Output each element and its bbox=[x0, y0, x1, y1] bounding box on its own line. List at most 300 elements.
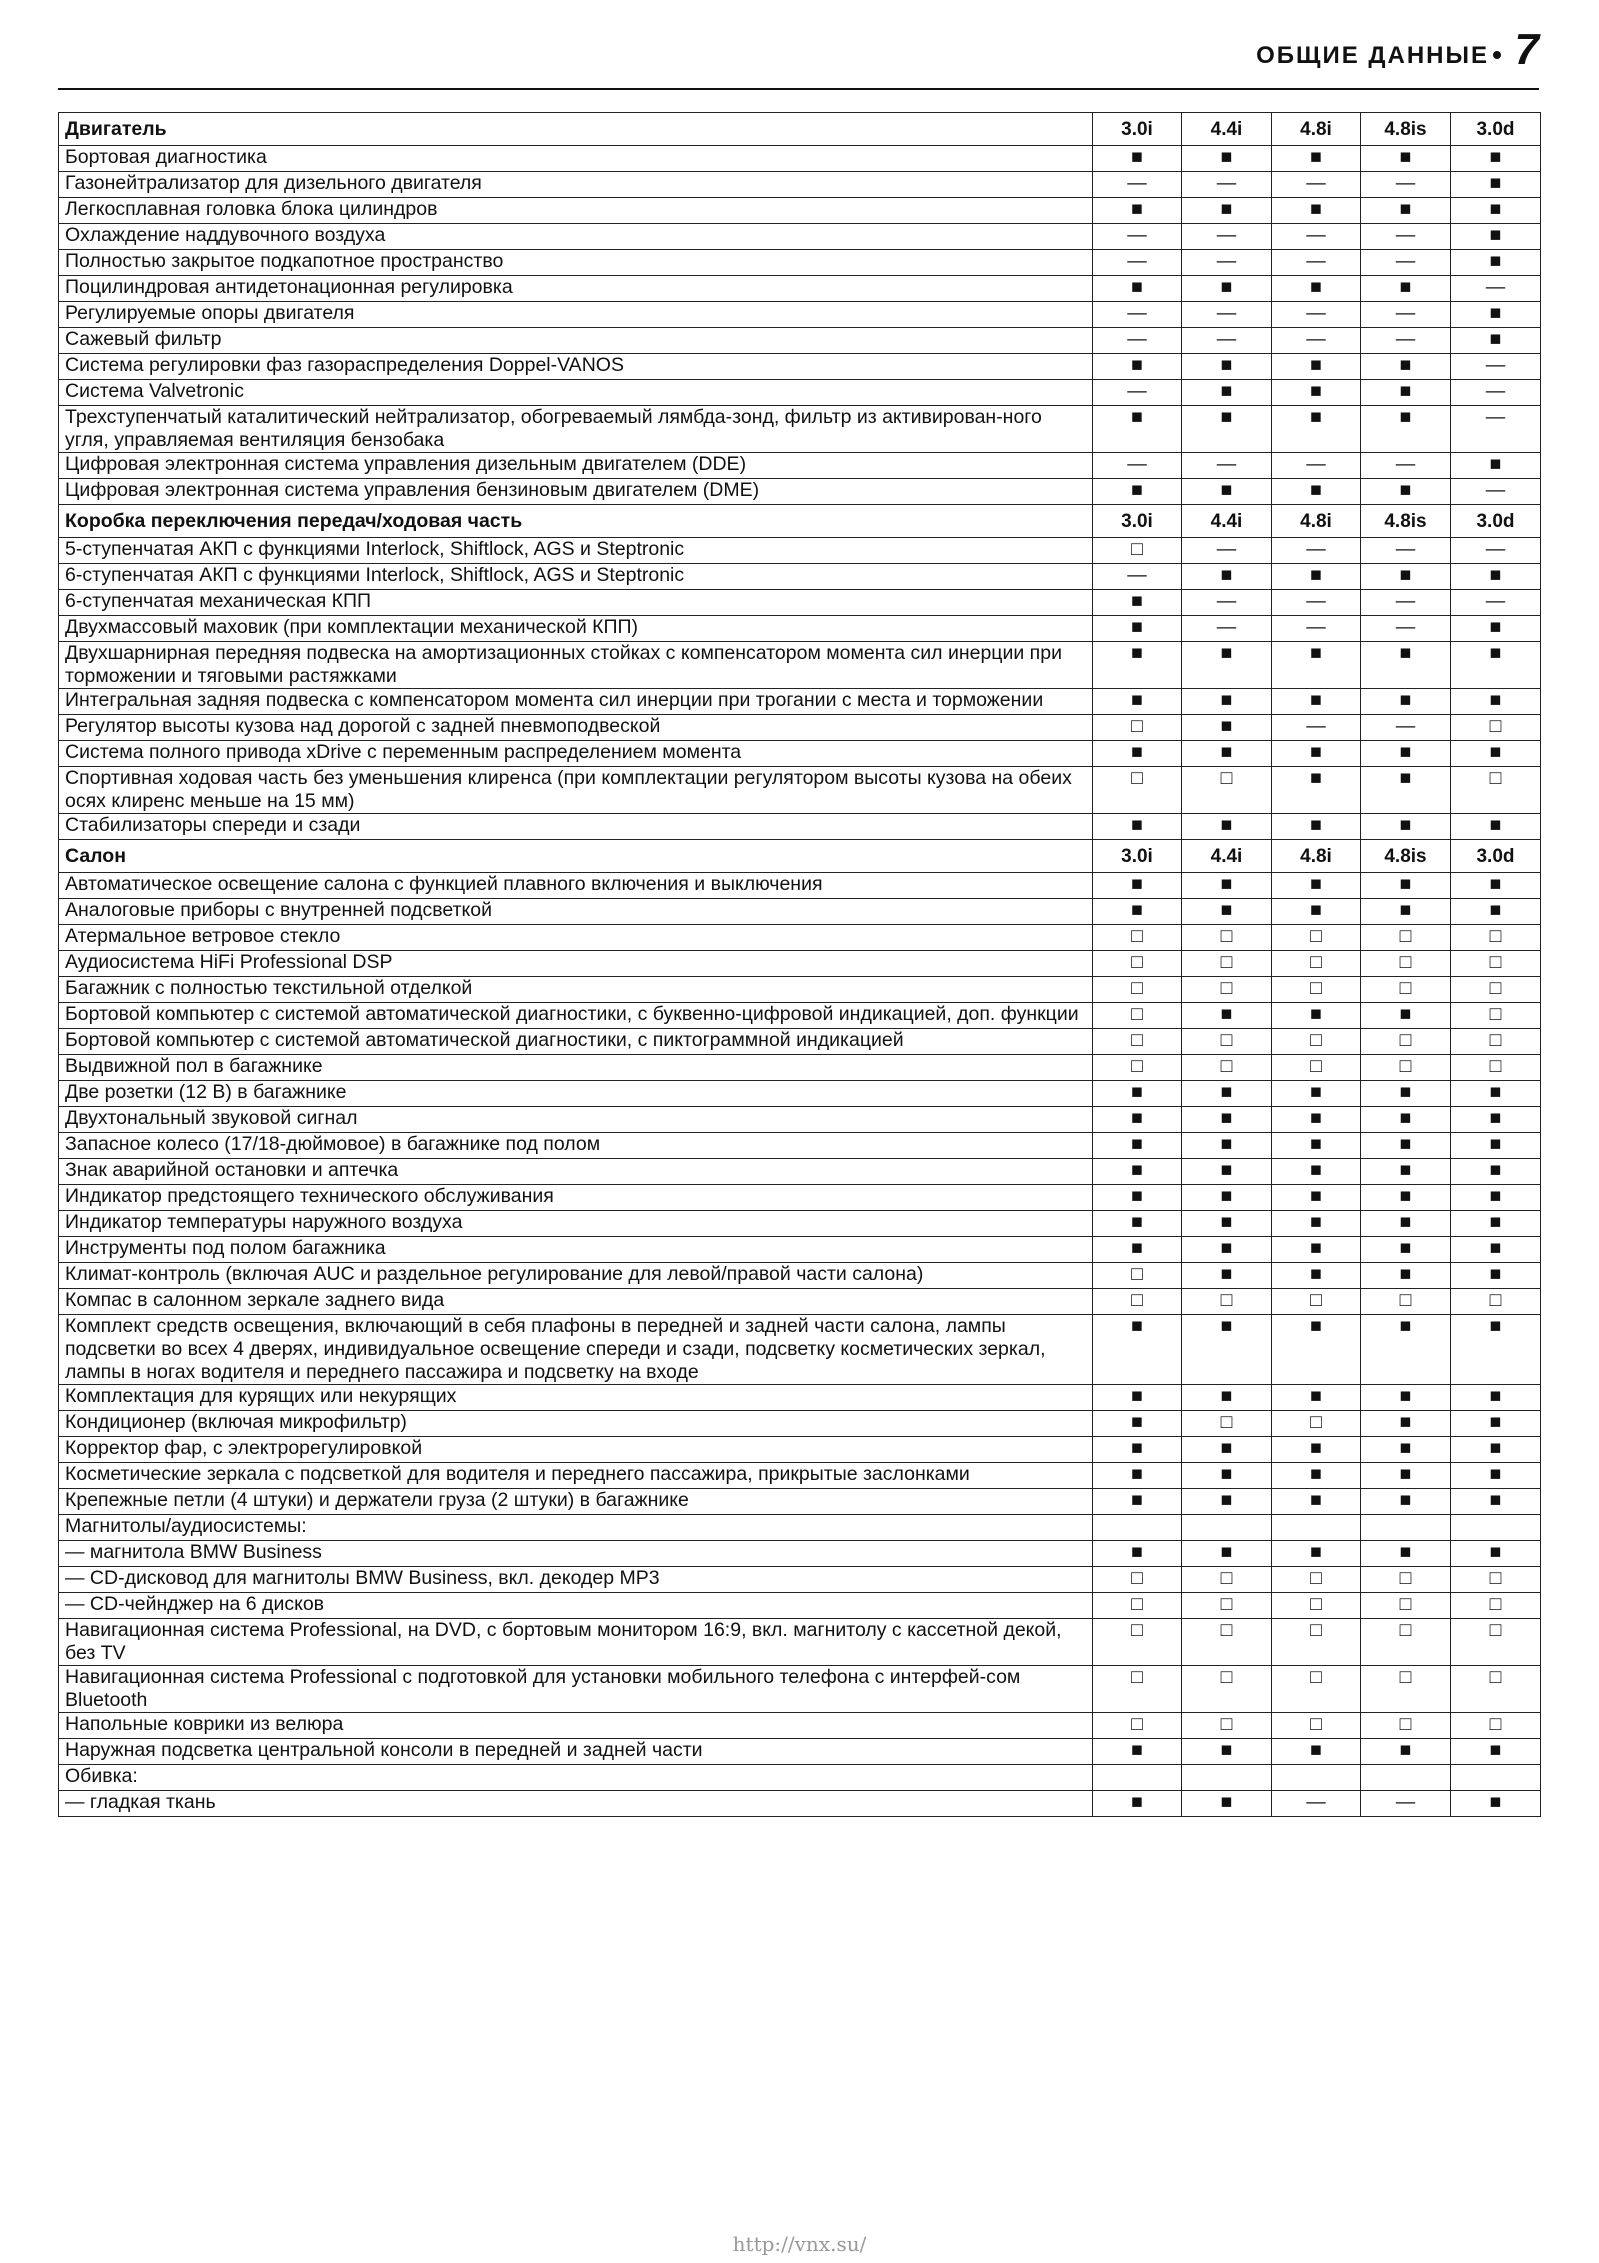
availability-cell: ■ bbox=[1093, 1437, 1182, 1463]
table-row bbox=[59, 1489, 1541, 1515]
availability-cell: — bbox=[1361, 538, 1451, 564]
availability-cell: ■ bbox=[1182, 689, 1272, 715]
availability-cell: — bbox=[1361, 616, 1451, 642]
column-header: 4.8is bbox=[1361, 505, 1451, 538]
availability-cell: ■ bbox=[1272, 899, 1361, 925]
table-row bbox=[59, 146, 1541, 172]
availability-cell: ■ bbox=[1272, 1211, 1361, 1237]
availability-cell: ■ bbox=[1182, 354, 1272, 380]
availability-cell: ■ bbox=[1361, 354, 1451, 380]
availability-cell: ■ bbox=[1451, 198, 1541, 224]
feature-label: Индикатор температуры наружного воздуха bbox=[59, 1211, 1093, 1237]
feature-label: Атермальное ветровое стекло bbox=[59, 925, 1093, 951]
availability-cell: — bbox=[1272, 590, 1361, 616]
column-header: 3.0d bbox=[1451, 505, 1541, 538]
table-row bbox=[59, 198, 1541, 224]
availability-cell: ■ bbox=[1182, 1385, 1272, 1411]
availability-cell: ■ bbox=[1182, 1541, 1272, 1567]
availability-cell: ■ bbox=[1093, 590, 1182, 616]
availability-cell bbox=[1451, 1515, 1541, 1541]
availability-cell: — bbox=[1093, 172, 1182, 198]
column-header: 4.8i bbox=[1272, 505, 1361, 538]
availability-cell: □ bbox=[1361, 1289, 1451, 1315]
availability-cell: — bbox=[1272, 250, 1361, 276]
availability-cell: ■ bbox=[1093, 1385, 1182, 1411]
availability-cell: ■ bbox=[1272, 767, 1361, 814]
table-row bbox=[59, 1463, 1541, 1489]
feature-label: 6-ступенчатая механическая КПП bbox=[59, 590, 1093, 616]
table-row bbox=[59, 1515, 1541, 1541]
table-row bbox=[59, 1081, 1541, 1107]
availability-cell: ■ bbox=[1093, 198, 1182, 224]
availability-cell: ■ bbox=[1451, 1437, 1541, 1463]
table-row bbox=[59, 1237, 1541, 1263]
table-row bbox=[59, 1289, 1541, 1315]
availability-cell: ■ bbox=[1361, 873, 1451, 899]
availability-cell: □ bbox=[1451, 925, 1541, 951]
availability-cell: ■ bbox=[1182, 1437, 1272, 1463]
feature-label: Система регулировки фаз газораспределения Doppel-VANOS bbox=[59, 354, 1093, 380]
feature-label: Навигационная система Professional с подготовкой для установки мобильного телефона с интерфей-сом Bluetooth bbox=[59, 1666, 1093, 1713]
column-header: 3.0d bbox=[1451, 840, 1541, 873]
availability-cell: ■ bbox=[1361, 146, 1451, 172]
feature-label: Выдвижной пол в багажнике bbox=[59, 1055, 1093, 1081]
feature-label: Багажник с полностью текстильной отделкой bbox=[59, 977, 1093, 1003]
availability-cell: ■ bbox=[1272, 1541, 1361, 1567]
availability-cell: — bbox=[1093, 564, 1182, 590]
feature-label: Магнитолы/аудиосистемы: bbox=[59, 1515, 1093, 1541]
availability-cell: ■ bbox=[1361, 1463, 1451, 1489]
availability-cell: ■ bbox=[1272, 1739, 1361, 1765]
availability-cell: ■ bbox=[1182, 1791, 1272, 1817]
table-row bbox=[59, 1055, 1541, 1081]
availability-cell: — bbox=[1361, 224, 1451, 250]
availability-cell: ■ bbox=[1093, 1315, 1182, 1385]
table-row bbox=[59, 1411, 1541, 1437]
availability-cell: ■ bbox=[1182, 564, 1272, 590]
availability-cell: — bbox=[1272, 302, 1361, 328]
feature-label: Спортивная ходовая часть без уменьшения клиренса (при комплектации регулятором высоты кузова на обеих осях клиренс меньше на 15 мм) bbox=[59, 767, 1093, 814]
availability-cell: ■ bbox=[1182, 1489, 1272, 1515]
availability-cell: ■ bbox=[1272, 146, 1361, 172]
availability-cell: □ bbox=[1361, 951, 1451, 977]
table-row bbox=[59, 590, 1541, 616]
availability-cell: ■ bbox=[1451, 1385, 1541, 1411]
availability-cell: ■ bbox=[1451, 1489, 1541, 1515]
availability-cell: □ bbox=[1182, 1567, 1272, 1593]
availability-cell: ■ bbox=[1361, 1263, 1451, 1289]
availability-cell: □ bbox=[1182, 1666, 1272, 1713]
availability-cell: ■ bbox=[1451, 1081, 1541, 1107]
availability-cell: □ bbox=[1451, 1567, 1541, 1593]
availability-cell: ■ bbox=[1272, 479, 1361, 505]
table-row bbox=[59, 1666, 1541, 1713]
table-row bbox=[59, 715, 1541, 741]
spec-table bbox=[58, 112, 1541, 1817]
availability-cell: □ bbox=[1182, 1713, 1272, 1739]
availability-cell: ■ bbox=[1272, 1263, 1361, 1289]
bullet-icon bbox=[1493, 51, 1501, 59]
availability-cell: ■ bbox=[1093, 642, 1182, 689]
page-number: 7 bbox=[1514, 25, 1539, 74]
availability-cell: ■ bbox=[1182, 1263, 1272, 1289]
availability-cell: — bbox=[1361, 172, 1451, 198]
section-header-row bbox=[59, 113, 1541, 146]
availability-cell: □ bbox=[1272, 1411, 1361, 1437]
availability-cell: ■ bbox=[1451, 899, 1541, 925]
availability-cell: ■ bbox=[1272, 1437, 1361, 1463]
availability-cell: ■ bbox=[1093, 146, 1182, 172]
availability-cell: ■ bbox=[1451, 146, 1541, 172]
feature-label: Косметические зеркала с подсветкой для водителя и переднего пассажира, прикрытые заслонками bbox=[59, 1463, 1093, 1489]
column-header: 3.0i bbox=[1093, 840, 1182, 873]
feature-label: Сажевый фильтр bbox=[59, 328, 1093, 354]
availability-cell: □ bbox=[1182, 1411, 1272, 1437]
availability-cell: ■ bbox=[1272, 1133, 1361, 1159]
availability-cell: — bbox=[1451, 479, 1541, 505]
availability-cell: □ bbox=[1182, 767, 1272, 814]
feature-label: Трехступенчатый каталитический нейтрализатор, обогреваемый лямбда-зонд, фильтр из активирован-ного угля, управляемая вентиляция бензобака bbox=[59, 406, 1093, 453]
availability-cell: □ bbox=[1272, 1567, 1361, 1593]
feature-label: — гладкая ткань bbox=[59, 1791, 1093, 1817]
feature-label: 6-ступенчатая АКП с функциями Interlock, Shiftlock, AGS и Steptronic bbox=[59, 564, 1093, 590]
table-row bbox=[59, 767, 1541, 814]
column-header: 4.4i bbox=[1182, 505, 1272, 538]
table-row bbox=[59, 276, 1541, 302]
feature-label: Бортовой компьютер с системой автоматической диагностики, с буквенно-цифровой индикацией, доп. функции bbox=[59, 1003, 1093, 1029]
availability-cell: ■ bbox=[1451, 642, 1541, 689]
availability-cell: — bbox=[1361, 1791, 1451, 1817]
availability-cell: ■ bbox=[1093, 899, 1182, 925]
availability-cell: ■ bbox=[1361, 1385, 1451, 1411]
availability-cell: □ bbox=[1451, 951, 1541, 977]
availability-cell: □ bbox=[1093, 1289, 1182, 1315]
availability-cell: — bbox=[1182, 172, 1272, 198]
feature-label: Крепежные петли (4 штуки) и держатели груза (2 штуки) в багажнике bbox=[59, 1489, 1093, 1515]
availability-cell: □ bbox=[1182, 925, 1272, 951]
availability-cell: ■ bbox=[1272, 1315, 1361, 1385]
availability-cell: ■ bbox=[1361, 1107, 1451, 1133]
availability-cell: ■ bbox=[1182, 1133, 1272, 1159]
table-row bbox=[59, 1107, 1541, 1133]
availability-cell: □ bbox=[1093, 1619, 1182, 1666]
section-title: Двигатель bbox=[59, 113, 1093, 146]
feature-label: Компас в салонном зеркале заднего вида bbox=[59, 1289, 1093, 1315]
table-row bbox=[59, 224, 1541, 250]
availability-cell: ■ bbox=[1361, 1185, 1451, 1211]
table-row bbox=[59, 899, 1541, 925]
availability-cell: ■ bbox=[1361, 899, 1451, 925]
table-row bbox=[59, 873, 1541, 899]
availability-cell: ■ bbox=[1451, 224, 1541, 250]
feature-label: Запасное колесо (17/18-дюймовое) в багажнике под полом bbox=[59, 1133, 1093, 1159]
feature-label: Регулируемые опоры двигателя bbox=[59, 302, 1093, 328]
feature-label: Цифровая электронная система управления дизельным двигателем (DDE) bbox=[59, 453, 1093, 479]
feature-label: Аудиосистема HiFi Professional DSP bbox=[59, 951, 1093, 977]
availability-cell: ■ bbox=[1182, 1107, 1272, 1133]
availability-cell: — bbox=[1182, 328, 1272, 354]
section-header-row bbox=[59, 840, 1541, 873]
availability-cell: ■ bbox=[1451, 172, 1541, 198]
feature-label: Бортовой компьютер с системой автоматической диагностики, с пиктограммной индикацией bbox=[59, 1029, 1093, 1055]
availability-cell: ■ bbox=[1451, 1185, 1541, 1211]
availability-cell: ■ bbox=[1451, 1739, 1541, 1765]
availability-cell: ■ bbox=[1451, 250, 1541, 276]
availability-cell: ■ bbox=[1182, 479, 1272, 505]
availability-cell: ■ bbox=[1093, 1211, 1182, 1237]
availability-cell: ■ bbox=[1272, 198, 1361, 224]
feature-label: Комплектация для курящих или некурящих bbox=[59, 1385, 1093, 1411]
availability-cell: — bbox=[1182, 590, 1272, 616]
availability-cell: ■ bbox=[1361, 1437, 1451, 1463]
table-row bbox=[59, 977, 1541, 1003]
table-row bbox=[59, 1765, 1541, 1791]
availability-cell: □ bbox=[1361, 977, 1451, 1003]
availability-cell: — bbox=[1451, 538, 1541, 564]
feature-label: Бортовая диагностика bbox=[59, 146, 1093, 172]
availability-cell: ■ bbox=[1093, 1107, 1182, 1133]
table-row bbox=[59, 1315, 1541, 1385]
availability-cell: ■ bbox=[1361, 1133, 1451, 1159]
availability-cell: ■ bbox=[1272, 380, 1361, 406]
table-row bbox=[59, 925, 1541, 951]
availability-cell: ■ bbox=[1272, 1489, 1361, 1515]
availability-cell: □ bbox=[1182, 977, 1272, 1003]
table-row bbox=[59, 814, 1541, 840]
availability-cell: ■ bbox=[1182, 814, 1272, 840]
availability-cell: ■ bbox=[1093, 741, 1182, 767]
availability-cell: ■ bbox=[1272, 354, 1361, 380]
availability-cell: ■ bbox=[1182, 1003, 1272, 1029]
availability-cell: □ bbox=[1093, 925, 1182, 951]
availability-cell: ■ bbox=[1451, 564, 1541, 590]
availability-cell: ■ bbox=[1182, 1159, 1272, 1185]
availability-cell: ■ bbox=[1451, 1237, 1541, 1263]
table-row bbox=[59, 642, 1541, 689]
feature-label: Система Valvetronic bbox=[59, 380, 1093, 406]
availability-cell bbox=[1272, 1515, 1361, 1541]
availability-cell: ■ bbox=[1451, 1159, 1541, 1185]
table-row bbox=[59, 1713, 1541, 1739]
availability-cell: — bbox=[1272, 538, 1361, 564]
availability-cell: □ bbox=[1451, 1055, 1541, 1081]
table-row bbox=[59, 172, 1541, 198]
table-row bbox=[59, 380, 1541, 406]
availability-cell: ■ bbox=[1451, 328, 1541, 354]
availability-cell: □ bbox=[1272, 951, 1361, 977]
availability-cell: ■ bbox=[1182, 1185, 1272, 1211]
availability-cell: ■ bbox=[1451, 1263, 1541, 1289]
table-row bbox=[59, 1437, 1541, 1463]
feature-label: 5-ступенчатая АКП с функциями Interlock, Shiftlock, AGS и Steptronic bbox=[59, 538, 1093, 564]
feature-label: Цифровая электронная система управления бензиновым двигателем (DME) bbox=[59, 479, 1093, 505]
availability-cell: ■ bbox=[1093, 1237, 1182, 1263]
availability-cell: ■ bbox=[1093, 1411, 1182, 1437]
table-row bbox=[59, 564, 1541, 590]
availability-cell bbox=[1093, 1515, 1182, 1541]
availability-cell: ■ bbox=[1093, 1159, 1182, 1185]
feature-label: Наружная подсветка центральной консоли в передней и задней части bbox=[59, 1739, 1093, 1765]
availability-cell: ■ bbox=[1093, 1185, 1182, 1211]
availability-cell: — bbox=[1451, 380, 1541, 406]
availability-cell: ■ bbox=[1272, 1107, 1361, 1133]
feature-label: Навигационная система Professional, на DVD, с бортовым монитором 16:9, вкл. магнитолу с кассетной декой, без TV bbox=[59, 1619, 1093, 1666]
availability-cell: — bbox=[1272, 715, 1361, 741]
header-title: ОБЩИЕ ДАННЫЕ bbox=[1256, 42, 1489, 69]
availability-cell: ■ bbox=[1182, 406, 1272, 453]
availability-cell: ■ bbox=[1361, 741, 1451, 767]
availability-cell: □ bbox=[1272, 1713, 1361, 1739]
availability-cell: □ bbox=[1361, 1055, 1451, 1081]
feature-label: Комплект средств освещения, включающий в себя плафоны в передней и задней части салона, лампы подсветки во всех 4 дверях, индивидуальное освещение спереди и сзади, подсветку косметических зеркал, лампы в ногах водителя и переднего пассажира и подсветку на входе bbox=[59, 1315, 1093, 1385]
availability-cell: ■ bbox=[1361, 564, 1451, 590]
table-row bbox=[59, 1003, 1541, 1029]
footer-url[interactable]: http://vnx.su/ bbox=[732, 2232, 867, 2256]
availability-cell: ■ bbox=[1451, 1133, 1541, 1159]
availability-cell: ■ bbox=[1451, 1315, 1541, 1385]
availability-cell: ■ bbox=[1272, 276, 1361, 302]
availability-cell: ■ bbox=[1361, 689, 1451, 715]
spec-table-body bbox=[59, 113, 1541, 1817]
availability-cell: — bbox=[1361, 302, 1451, 328]
availability-cell: ■ bbox=[1361, 1541, 1451, 1567]
availability-cell: — bbox=[1272, 616, 1361, 642]
availability-cell: ■ bbox=[1272, 1159, 1361, 1185]
availability-cell: ■ bbox=[1182, 1463, 1272, 1489]
availability-cell: □ bbox=[1272, 1055, 1361, 1081]
feature-label: Климат-контроль (включая AUC и раздельное регулирование для левой/правой части салона) bbox=[59, 1263, 1093, 1289]
availability-cell: ■ bbox=[1093, 616, 1182, 642]
availability-cell: □ bbox=[1272, 1666, 1361, 1713]
table-row bbox=[59, 1211, 1541, 1237]
availability-cell: ■ bbox=[1361, 1159, 1451, 1185]
table-row bbox=[59, 538, 1541, 564]
column-header: 4.8is bbox=[1361, 113, 1451, 146]
availability-cell: □ bbox=[1361, 925, 1451, 951]
feature-label: Две розетки (12 В) в багажнике bbox=[59, 1081, 1093, 1107]
availability-cell: ■ bbox=[1182, 1237, 1272, 1263]
feature-label: Поцилиндровая антидетонационная регулировка bbox=[59, 276, 1093, 302]
availability-cell: □ bbox=[1272, 977, 1361, 1003]
availability-cell: — bbox=[1451, 276, 1541, 302]
availability-cell: ■ bbox=[1272, 1463, 1361, 1489]
feature-label: Кондиционер (включая микрофильтр) bbox=[59, 1411, 1093, 1437]
table-row bbox=[59, 1593, 1541, 1619]
availability-cell: — bbox=[1182, 302, 1272, 328]
availability-cell: — bbox=[1361, 453, 1451, 479]
availability-cell: □ bbox=[1182, 1029, 1272, 1055]
availability-cell: — bbox=[1182, 538, 1272, 564]
availability-cell bbox=[1182, 1765, 1272, 1791]
feature-label: Автоматическое освещение салона с функцией плавного включения и выключения bbox=[59, 873, 1093, 899]
availability-cell: □ bbox=[1451, 1666, 1541, 1713]
availability-cell: ■ bbox=[1093, 354, 1182, 380]
table-row bbox=[59, 1791, 1541, 1817]
availability-cell: — bbox=[1451, 354, 1541, 380]
availability-cell: ■ bbox=[1272, 1237, 1361, 1263]
availability-cell: ■ bbox=[1361, 767, 1451, 814]
availability-cell: ■ bbox=[1182, 1211, 1272, 1237]
availability-cell: ■ bbox=[1361, 814, 1451, 840]
feature-label: Напольные коврики из велюра bbox=[59, 1713, 1093, 1739]
availability-cell: ■ bbox=[1451, 1791, 1541, 1817]
feature-label: Корректор фар, с электрорегулировкой bbox=[59, 1437, 1093, 1463]
section-title: Салон bbox=[59, 840, 1093, 873]
availability-cell: □ bbox=[1361, 1666, 1451, 1713]
availability-cell: ■ bbox=[1093, 1739, 1182, 1765]
availability-cell: ■ bbox=[1361, 1081, 1451, 1107]
availability-cell: □ bbox=[1182, 951, 1272, 977]
availability-cell: ■ bbox=[1093, 873, 1182, 899]
availability-cell: □ bbox=[1093, 1593, 1182, 1619]
availability-cell: — bbox=[1182, 250, 1272, 276]
availability-cell bbox=[1451, 1765, 1541, 1791]
table-row bbox=[59, 1541, 1541, 1567]
availability-cell: ■ bbox=[1093, 1081, 1182, 1107]
availability-cell: ■ bbox=[1093, 1463, 1182, 1489]
availability-cell: ■ bbox=[1093, 479, 1182, 505]
availability-cell: □ bbox=[1272, 1029, 1361, 1055]
availability-cell: □ bbox=[1361, 1619, 1451, 1666]
availability-cell: — bbox=[1272, 453, 1361, 479]
availability-cell bbox=[1182, 1515, 1272, 1541]
availability-cell: ■ bbox=[1451, 453, 1541, 479]
availability-cell: ■ bbox=[1093, 1541, 1182, 1567]
table-row bbox=[59, 1385, 1541, 1411]
column-header: 3.0i bbox=[1093, 505, 1182, 538]
availability-cell: — bbox=[1093, 302, 1182, 328]
availability-cell: ■ bbox=[1451, 873, 1541, 899]
availability-cell: ■ bbox=[1093, 1133, 1182, 1159]
availability-cell: — bbox=[1272, 328, 1361, 354]
availability-cell: □ bbox=[1093, 977, 1182, 1003]
table-row bbox=[59, 951, 1541, 977]
availability-cell: □ bbox=[1093, 951, 1182, 977]
availability-cell: — bbox=[1093, 453, 1182, 479]
feature-label: Знак аварийной остановки и аптечка bbox=[59, 1159, 1093, 1185]
availability-cell: — bbox=[1451, 590, 1541, 616]
feature-label: Регулятор высоты кузова над дорогой с задней пневмоподвеской bbox=[59, 715, 1093, 741]
availability-cell: ■ bbox=[1451, 1411, 1541, 1437]
feature-label: Стабилизаторы спереди и сзади bbox=[59, 814, 1093, 840]
availability-cell: ■ bbox=[1093, 406, 1182, 453]
table-row bbox=[59, 479, 1541, 505]
availability-cell: ■ bbox=[1451, 1107, 1541, 1133]
table-row bbox=[59, 250, 1541, 276]
availability-cell: ■ bbox=[1361, 198, 1451, 224]
availability-cell: ■ bbox=[1182, 146, 1272, 172]
availability-cell: ■ bbox=[1272, 1081, 1361, 1107]
availability-cell: — bbox=[1093, 380, 1182, 406]
availability-cell: ■ bbox=[1272, 1185, 1361, 1211]
availability-cell: □ bbox=[1272, 1593, 1361, 1619]
availability-cell bbox=[1093, 1765, 1182, 1791]
availability-cell: ■ bbox=[1361, 1003, 1451, 1029]
availability-cell: ■ bbox=[1361, 1411, 1451, 1437]
availability-cell: — bbox=[1361, 590, 1451, 616]
availability-cell: ■ bbox=[1361, 1237, 1451, 1263]
table-row bbox=[59, 1263, 1541, 1289]
table-row bbox=[59, 1159, 1541, 1185]
table-row bbox=[59, 1185, 1541, 1211]
availability-cell: — bbox=[1451, 406, 1541, 453]
availability-cell: ■ bbox=[1361, 1489, 1451, 1515]
availability-cell: □ bbox=[1093, 767, 1182, 814]
feature-label: Газонейтрализатор для дизельного двигателя bbox=[59, 172, 1093, 198]
availability-cell: ■ bbox=[1272, 873, 1361, 899]
table-row bbox=[59, 689, 1541, 715]
availability-cell: ■ bbox=[1093, 1791, 1182, 1817]
